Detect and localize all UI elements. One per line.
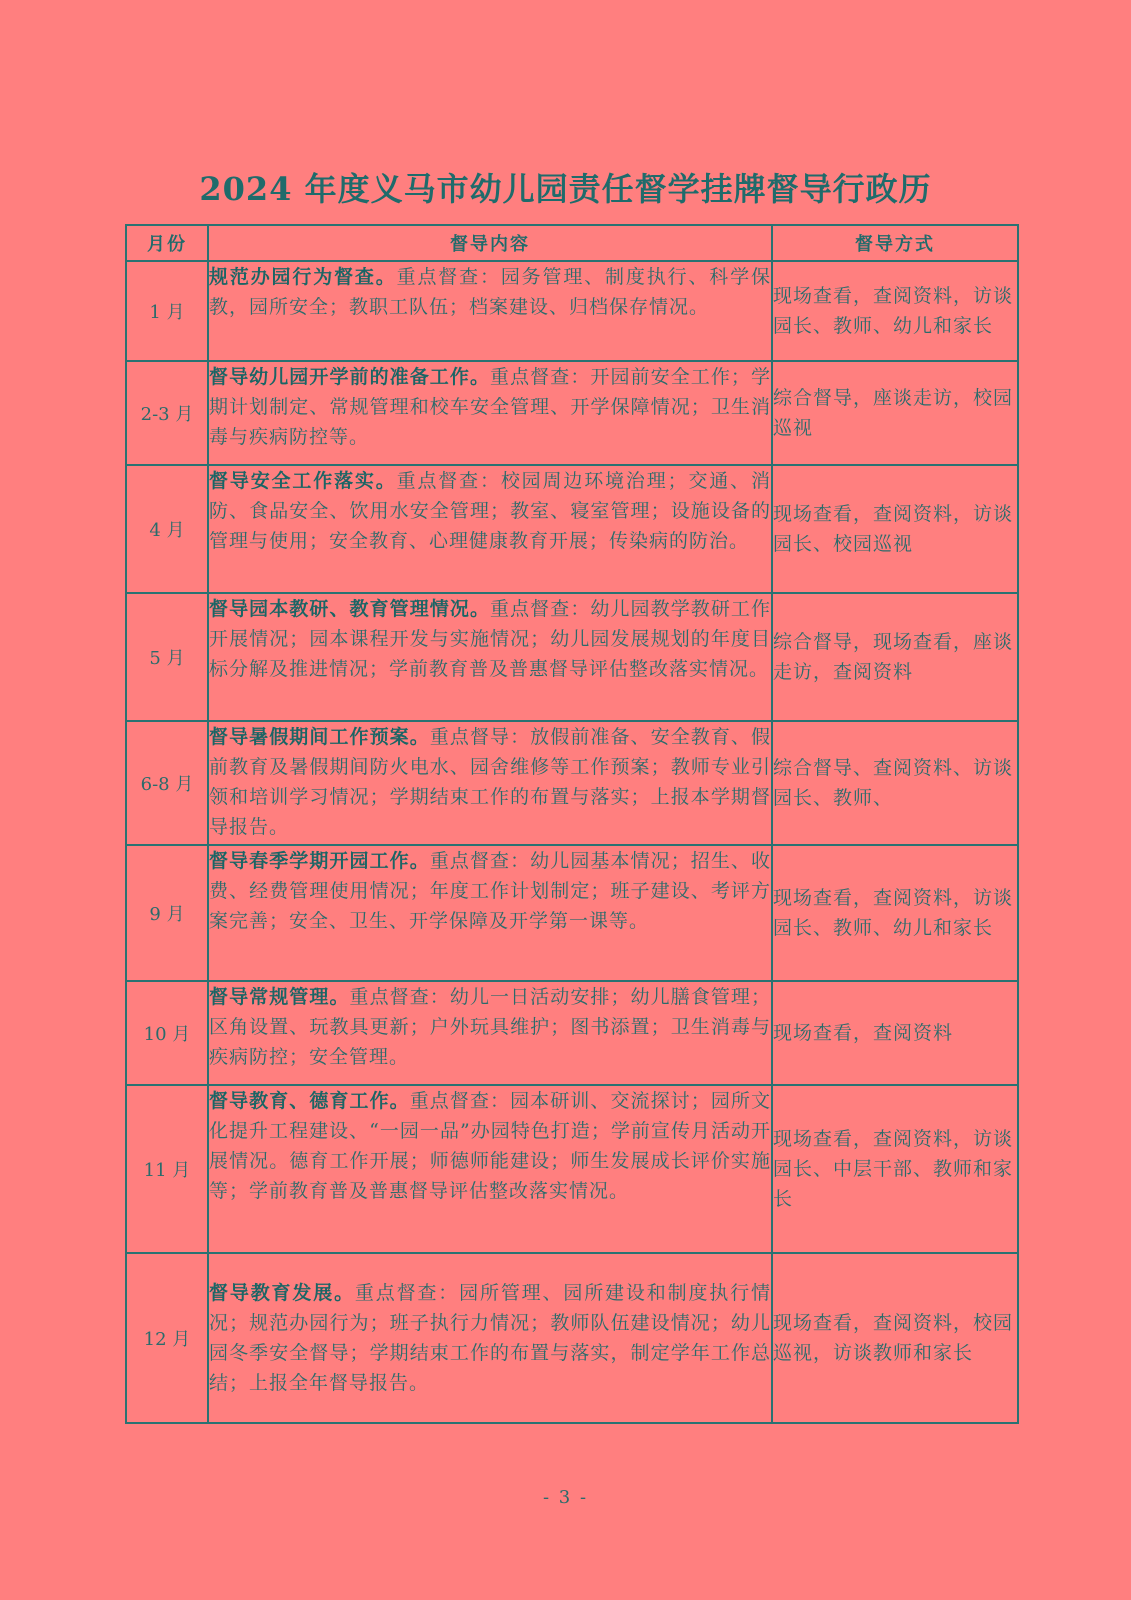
- content-detail: 重点督查：幼儿一日活动安排；幼儿膳食管理；区角设置、玩教具更新；户外玩具维护；图书添置；卫生消毒与疾病防控；安全管理。: [209, 986, 771, 1068]
- method-cell: 综合督导，座谈走访，校园巡视: [772, 361, 1018, 465]
- content-cell: [208, 845, 772, 981]
- content-detail: 重点督查：园本研训、交流探讨；园所文化提升工程建设、“一园一品”办园特色打造；学前宣传月活动开展情况。德育工作开展；师德师能建设；师生发展成长评价实施等；学前教育普及普惠督导评估整改落实情况。: [209, 1090, 771, 1202]
- content-lead: 督导常规管理。: [209, 986, 350, 1008]
- content-cell: [208, 361, 772, 465]
- table-row: [126, 261, 1018, 361]
- method-cell: 综合督导，现场查看，座谈走访，查阅资料: [772, 593, 1018, 721]
- content-detail: 重点督导：放假前准备、安全教育、假前教育及暑假期间防火电水、园舍维修等工作预案；教师专业引领和培训学习情况；学期结束工作的布置与落实；上报本学期督导报告。: [209, 726, 771, 838]
- content-lead: 督导幼儿园开学前的准备工作。: [209, 366, 491, 388]
- content-detail: 重点督查：幼儿园教学教研工作开展情况；园本课程开发与实施情况；幼儿园发展规划的年度目标分解及推进情况；学前教育普及普惠督导评估整改落实情况。: [209, 598, 771, 680]
- page-title: 2024 年度义马市幼儿园责任督学挂牌督导行政历: [199, 170, 932, 208]
- method-cell: 综合督导、查阅资料、访谈园长、教师、: [772, 721, 1018, 845]
- supervision-calendar-table: [125, 224, 1019, 1424]
- table-row: [126, 1253, 1018, 1423]
- table-header-row: [126, 225, 1018, 261]
- content-detail: 重点督查：校园周边环境治理；交通、消防、食品安全、饮用水安全管理；教室、寝室管理；设施设备的管理与使用；安全教育、心理健康教育开展；传染病的防治。: [209, 470, 771, 552]
- table-row: [126, 361, 1018, 465]
- content-cell: [208, 593, 772, 721]
- table-row: [126, 465, 1018, 593]
- table-row: [126, 981, 1018, 1085]
- month-cell: 11 月: [126, 1085, 208, 1253]
- page-number: - 3 -: [542, 1487, 589, 1508]
- content-lead: 督导春季学期开园工作。: [209, 850, 430, 872]
- month-cell: 10 月: [126, 981, 208, 1085]
- table-row: [126, 1085, 1018, 1253]
- method-cell: 现场查看，查阅资料，访谈园长、中层干部、教师和家长: [772, 1085, 1018, 1253]
- content-lead: 督导园本教研、教育管理情况。: [209, 598, 491, 620]
- content-detail: 重点督查：开园前安全工作；学期计划制定、常规管理和校车安全管理、开学保障情况；卫生消毒与疾病防控等。: [209, 366, 771, 448]
- method-cell: 现场查看，查阅资料: [772, 981, 1018, 1085]
- table-row: [126, 721, 1018, 845]
- content-lead: 督导安全工作落实。: [209, 470, 397, 492]
- month-cell: 2-3 月: [126, 361, 208, 465]
- content-detail: 重点督查：园所管理、园所建设和制度执行情况；规范办园行为；班子执行力情况；教师队伍建设情况；幼儿园冬季安全督导；学期结束工作的布置与落实，制定学年工作总结；上报全年督导报告。: [209, 1282, 771, 1394]
- table-row: [126, 845, 1018, 981]
- month-cell: 5 月: [126, 593, 208, 721]
- content-lead: 督导教育发展。: [209, 1282, 355, 1304]
- content-lead: 规范办园行为督查。: [209, 266, 397, 288]
- header-content: 督导内容: [208, 225, 772, 261]
- month-cell: 1 月: [126, 261, 208, 361]
- header-method: 督导方式: [772, 225, 1018, 261]
- content-cell: [208, 1085, 772, 1253]
- content-cell: [208, 261, 772, 361]
- header-month: 月份: [126, 225, 208, 261]
- content-detail: 重点督查：幼儿园基本情况；招生、收费、经费管理使用情况；年度工作计划制定；班子建设、考评方案完善；安全、卫生、开学保障及开学第一课等。: [209, 850, 771, 932]
- method-cell: 现场查看，查阅资料，校园巡视，访谈教师和家长: [772, 1253, 1018, 1423]
- content-detail: 重点督查：园务管理、制度执行、科学保教，园所安全；教职工队伍；档案建设、归档保存情况。: [209, 266, 771, 318]
- content-cell: [208, 465, 772, 593]
- month-cell: 12 月: [126, 1253, 208, 1423]
- month-cell: 6-8 月: [126, 721, 208, 845]
- method-cell: 现场查看，查阅资料，访谈园长、校园巡视: [772, 465, 1018, 593]
- method-cell: 现场查看，查阅资料，访谈园长、教师、幼儿和家长: [772, 261, 1018, 361]
- content-cell: [208, 1253, 772, 1423]
- month-cell: 4 月: [126, 465, 208, 593]
- content-cell: [208, 981, 772, 1085]
- content-lead: 督导教育、德育工作。: [209, 1090, 410, 1112]
- method-cell: 现场查看，查阅资料，访谈园长、教师、幼儿和家长: [772, 845, 1018, 981]
- content-cell: [208, 721, 772, 845]
- table-row: [126, 593, 1018, 721]
- content-lead: 督导暑假期间工作预案。: [209, 726, 430, 748]
- month-cell: 9 月: [126, 845, 208, 981]
